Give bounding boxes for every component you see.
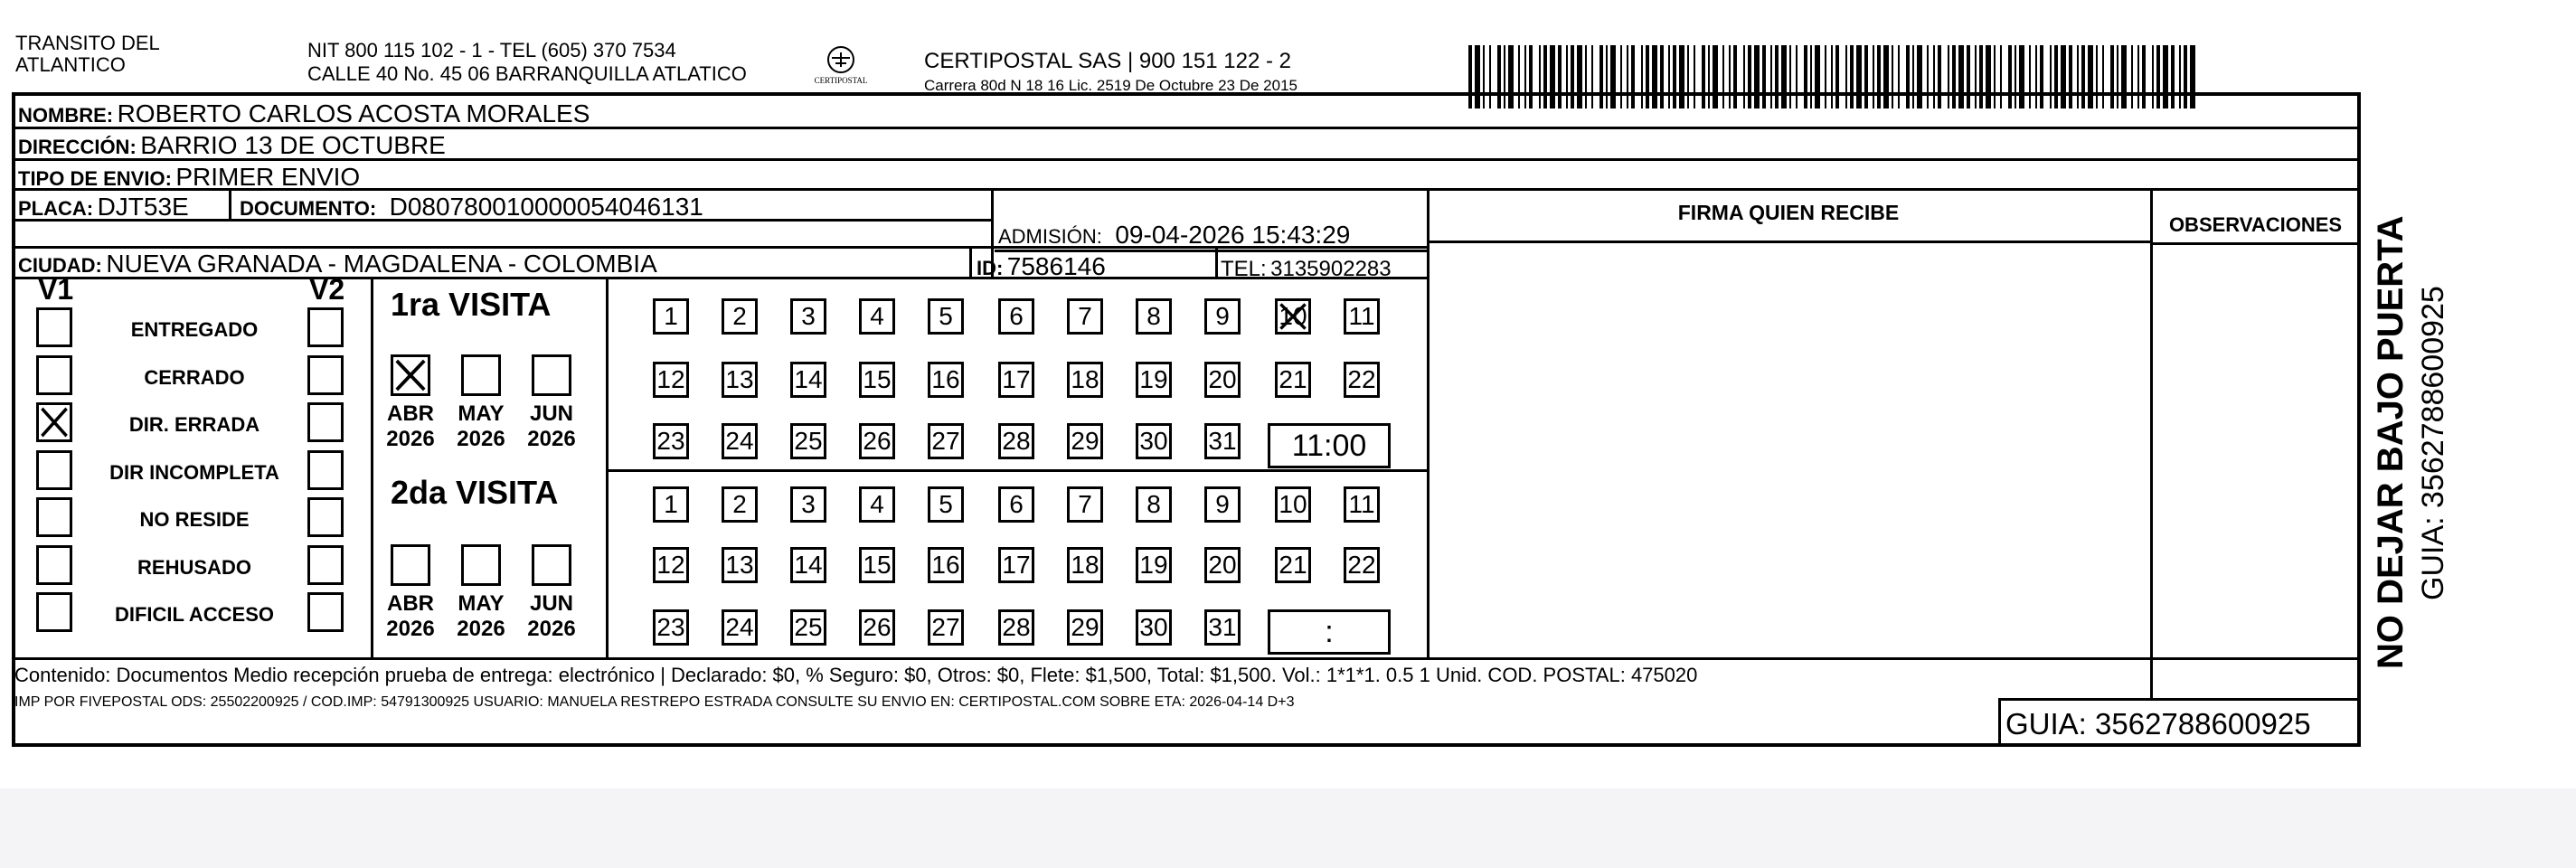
day-box: 20	[1204, 547, 1241, 583]
day-box: 21	[1275, 362, 1311, 398]
placa-value: DJT53E	[97, 193, 189, 221]
day-box: 16	[928, 362, 964, 398]
day-box: 14	[790, 362, 826, 398]
day-box: 11	[1344, 298, 1380, 335]
rule	[2150, 188, 2153, 698]
day-box: 28	[998, 609, 1034, 646]
status-label: ENTREGADO	[130, 318, 259, 341]
time-box: :	[1268, 609, 1391, 655]
placa-field	[18, 193, 189, 222]
v1-checkbox	[36, 592, 72, 632]
year-label: 2026	[527, 617, 576, 641]
ciudad-label: CIUDAD:	[18, 254, 102, 277]
rule	[2150, 242, 2361, 245]
tipo-envio-row	[18, 163, 360, 192]
company-line: CERTIPOSTAL SAS | 900 151 122 - 2	[924, 49, 1291, 73]
rule	[1998, 698, 2361, 701]
day-box: 31	[1204, 423, 1241, 459]
contenido-line: Contenido: Documentos Medio recepción prueba de entrega: electrónico | Declarado: $0, % Seguro: $0, Otros: $0, Flete: $1,500, Total: $1,500. Vol.: 1*1*1. 0.5 1 Unid. COD. POSTAL: 475020	[14, 664, 1698, 686]
month-label: ABR	[387, 401, 434, 426]
day-box: 24	[722, 609, 758, 646]
day-box: 23	[653, 423, 689, 459]
ciudad-value: NUEVA GRANADA - MAGDALENA - COLOMBIA	[106, 250, 657, 278]
direccion-row	[18, 131, 446, 160]
address-line: CALLE 40 No. 45 06 BARRANQUILLA ATLATICO	[307, 62, 747, 85]
tel-label: TEL:	[1221, 257, 1267, 281]
day-box: 19	[1136, 547, 1172, 583]
day-box: 25	[790, 423, 826, 459]
month-label: JUN	[529, 591, 573, 616]
v2-checkbox	[307, 545, 344, 585]
status-label: DIR INCOMPLETA	[109, 460, 279, 484]
day-box: 17	[998, 547, 1034, 583]
year-label: 2026	[386, 617, 435, 641]
day-box: 3	[790, 486, 826, 523]
rule	[1427, 188, 1430, 658]
day-box: 28	[998, 423, 1034, 459]
day-box: 7	[1067, 486, 1103, 523]
certipostal-logo	[807, 42, 874, 94]
day-box: 9	[1204, 486, 1241, 523]
admision-field	[998, 221, 1350, 250]
month-label: MAY	[458, 401, 505, 426]
day-box: 4	[859, 486, 895, 523]
nombre-value: ROBERTO CARLOS ACOSTA MORALES	[117, 99, 590, 127]
org-name-line1: TRANSITO DEL	[15, 32, 160, 54]
year-label: 2026	[457, 427, 505, 451]
day-box: 10	[1275, 298, 1311, 335]
day-box: 4	[859, 298, 895, 335]
rule	[229, 188, 231, 221]
day-box: 6	[998, 486, 1034, 523]
month-label: ABR	[387, 591, 434, 616]
v2-checkbox	[307, 592, 344, 632]
side-guia: GUIA: 3562788600925	[2416, 286, 2450, 600]
rule	[371, 277, 373, 657]
time-box: 11:00	[1268, 423, 1391, 468]
day-box: 5	[928, 486, 964, 523]
day-box: 18	[1067, 362, 1103, 398]
day-box: 10	[1275, 486, 1311, 523]
day-box: 11	[1344, 486, 1380, 523]
day-box: 8	[1136, 298, 1172, 335]
status-label: CERRADO	[144, 365, 245, 389]
direccion-label: DIRECCIÓN:	[18, 136, 137, 158]
rule	[969, 248, 972, 278]
direccion-value: BARRIO 13 DE OCTUBRE	[140, 131, 446, 159]
id-field	[977, 252, 1106, 281]
v2-header: V2	[309, 273, 345, 306]
day-box: 18	[1067, 547, 1103, 583]
tel-value: 3135902283	[1270, 257, 1392, 281]
day-box: 29	[1067, 609, 1103, 646]
guia-footer: GUIA: 3562788600925	[2005, 707, 2311, 741]
day-box: 23	[653, 609, 689, 646]
day-box: 29	[1067, 423, 1103, 459]
admision-value: 09-04-2026 15:43:29	[1115, 221, 1351, 249]
day-box: 2	[722, 486, 758, 523]
day-box: 26	[859, 609, 895, 646]
day-box: 8	[1136, 486, 1172, 523]
v1-checkbox	[36, 497, 72, 537]
id-value: 7586146	[1006, 252, 1106, 280]
v1-header: V1	[38, 273, 74, 306]
day-box: 27	[928, 423, 964, 459]
v1-checkbox	[36, 450, 72, 490]
day-box: 12	[653, 362, 689, 398]
nombre-label: NOMBRE:	[18, 104, 114, 127]
v1-checkbox	[36, 307, 72, 347]
v1-checkbox	[36, 545, 72, 585]
day-box: 13	[722, 362, 758, 398]
v2-checkbox	[307, 450, 344, 490]
day-box: 15	[859, 362, 895, 398]
placa-label: PLACA:	[18, 197, 94, 220]
day-box: 22	[1344, 547, 1380, 583]
status-label: DIFICIL ACCESO	[114, 603, 274, 626]
day-box: 1	[653, 486, 689, 523]
v2-checkbox	[307, 497, 344, 537]
day-box: 27	[928, 609, 964, 646]
documento-label: DOCUMENTO:	[240, 197, 377, 220]
day-box: 16	[928, 547, 964, 583]
rule	[1998, 698, 2001, 747]
month-checkbox	[391, 544, 430, 586]
day-box: 30	[1136, 423, 1172, 459]
nit-line: NIT 800 115 102 - 1 - TEL (605) 370 7534	[307, 39, 676, 61]
observaciones-header: OBSERVACIONES	[2168, 213, 2343, 236]
day-box: 17	[998, 362, 1034, 398]
documento-field	[240, 193, 703, 222]
admision-label: ADMISIÓN:	[998, 225, 1102, 248]
day-box: 30	[1136, 609, 1172, 646]
month-checkbox	[461, 354, 501, 396]
day-box: 6	[998, 298, 1034, 335]
day-box: 12	[653, 547, 689, 583]
no-dejar-bajo-puerta: NO DEJAR BAJO PUERTA	[2371, 215, 2411, 669]
rule	[1427, 241, 2150, 243]
day-box: 9	[1204, 298, 1241, 335]
day-box: 21	[1275, 547, 1311, 583]
status-label: DIR. ERRADA	[128, 413, 260, 436]
visit-title: 1ra VISITA	[391, 286, 552, 323]
rule	[606, 277, 609, 657]
rule	[606, 469, 1427, 472]
day-mark	[1278, 301, 1308, 332]
v1-checkbox	[36, 402, 72, 442]
month-checkbox	[461, 544, 501, 586]
v2-checkbox	[307, 402, 344, 442]
day-box: 19	[1136, 362, 1172, 398]
v1-checkbox	[36, 355, 72, 395]
year-label: 2026	[457, 617, 505, 641]
imp-line: IMP POR FIVEPOSTAL ODS: 25502200925 / COD.IMP: 54791300925 USUARIO: MANUELA RESTREPO ESTRADA CONSULTE SU ENVIO EN: CERTIPOSTAL.COM SOBRE ETA: 2026-04-14 D+3	[14, 694, 1295, 710]
day-box: 22	[1344, 362, 1380, 398]
day-box: 2	[722, 298, 758, 335]
rule	[1215, 246, 1218, 278]
rule	[12, 657, 2361, 660]
day-box: 5	[928, 298, 964, 335]
id-label: ID:	[977, 257, 1004, 279]
license-line: Carrera 80d N 18 16 Lic. 2519 De Octubre 23 De 2015	[924, 77, 1297, 94]
month-checkbox	[532, 354, 571, 396]
day-box: 14	[790, 547, 826, 583]
firma-header: FIRMA QUIEN RECIBE	[1677, 201, 1900, 224]
year-label: 2026	[386, 427, 435, 451]
scan-background-band	[0, 788, 2576, 868]
day-box: 24	[722, 423, 758, 459]
tel-field	[1221, 257, 1392, 282]
tipo-envio-label: TIPO DE ENVIO:	[18, 167, 172, 190]
v2-checkbox	[307, 355, 344, 395]
month-label: MAY	[458, 591, 505, 616]
month-label: JUN	[529, 401, 573, 426]
org-name-line2: ATLANTICO	[15, 53, 126, 76]
logo-text: CERTIPOSTAL	[814, 76, 868, 85]
tipo-envio-value: PRIMER ENVIO	[175, 163, 361, 191]
year-label: 2026	[527, 427, 576, 451]
month-checkbox	[391, 354, 430, 396]
day-box: 13	[722, 547, 758, 583]
visit-title: 2da VISITA	[391, 474, 559, 511]
day-box: 20	[1204, 362, 1241, 398]
day-box: 1	[653, 298, 689, 335]
rule	[12, 188, 2361, 191]
v2-checkbox	[307, 307, 344, 347]
day-box: 25	[790, 609, 826, 646]
documento-value: D080780010000054046131	[389, 193, 703, 221]
day-box: 15	[859, 547, 895, 583]
month-checkbox	[532, 544, 571, 586]
day-box: 7	[1067, 298, 1103, 335]
status-label: REHUSADO	[137, 555, 251, 579]
nombre-row	[18, 99, 590, 128]
day-box: 3	[790, 298, 826, 335]
day-box: 31	[1204, 609, 1241, 646]
status-label: NO RESIDE	[139, 508, 250, 531]
day-box: 26	[859, 423, 895, 459]
